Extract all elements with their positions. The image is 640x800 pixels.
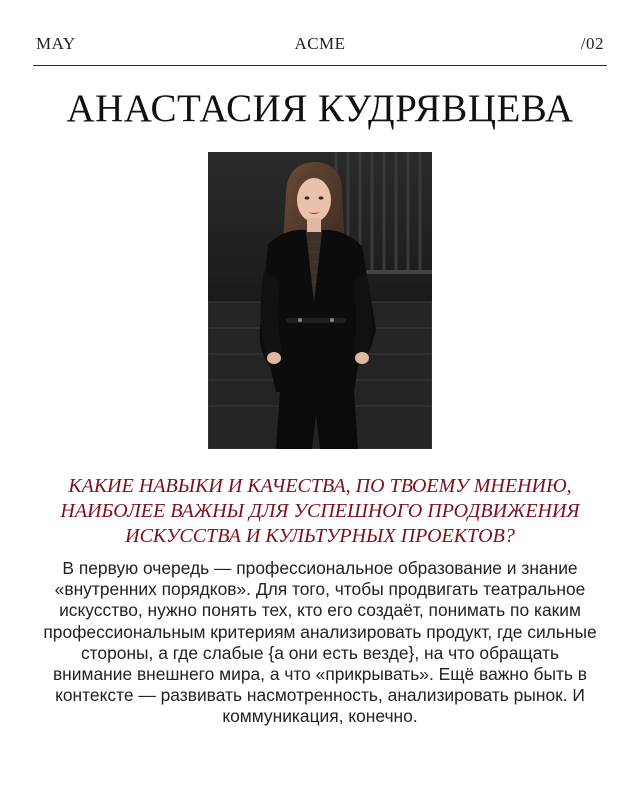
page-header bbox=[0, 0, 640, 70]
interview-question: КАКИЕ НАВЫКИ И КАЧЕСТВА, ПО ТВОЕМУ МНЕНИЮ, НАИБОЛЕЕ ВАЖНЫ ДЛЯ УСПЕШНОГО ПРОДВИЖЕНИЯ ИСКУССТВА И КУЛЬТУРНЫХ ПРОЕКТОВ? bbox=[60, 475, 580, 547]
page-title: АНАСТАСИЯ КУДРЯВЦЕВА bbox=[66, 87, 574, 130]
header-divider bbox=[33, 65, 607, 66]
interview-answer: В первую очередь — профессиональное образование и знание «внутренних порядков». Для того, чтобы продвигать театральное искусство, нужно понять тех, кто его создаёт, понимать по каким профессиональным критериям анализировать продукт, где сильные стороны, а где слабые {а они есть везде}, на что обращать внимание внешнего мира, а что «прикрывать». Ещё важно быть в контексте — развивать насмотренность, анализировать рынок. И коммуникация, конечно. bbox=[43, 558, 597, 727]
issue-month: MAY bbox=[36, 34, 76, 53]
magazine-name: ACME bbox=[294, 34, 346, 53]
portrait-illustration bbox=[208, 152, 432, 449]
page-number: /02 bbox=[580, 34, 604, 53]
portrait-photo bbox=[208, 152, 432, 449]
